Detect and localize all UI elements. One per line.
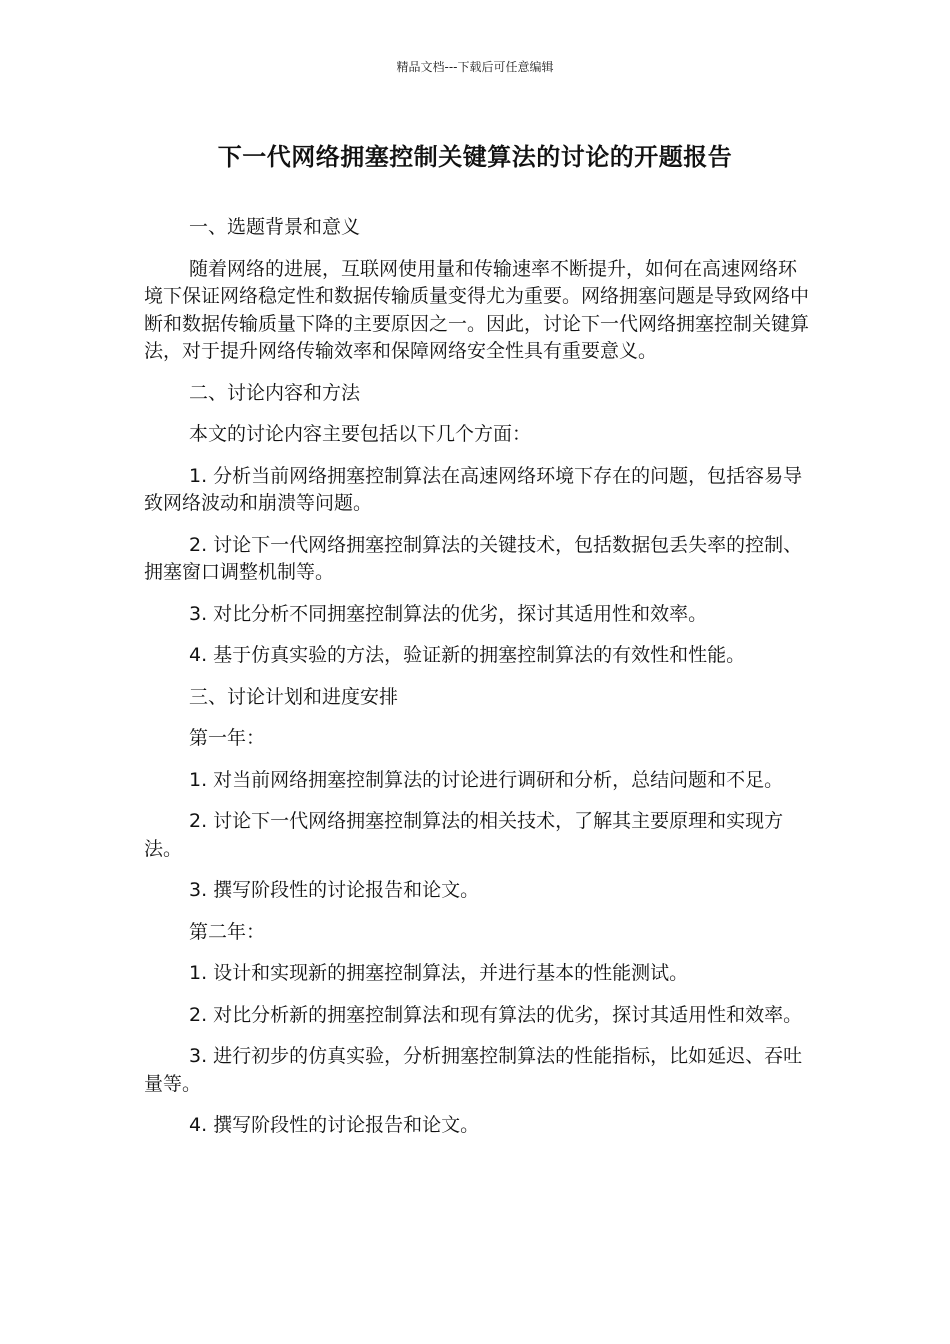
section-heading-background: 一、选题背景和意义 bbox=[189, 216, 361, 238]
document-title: 下一代网络拥塞控制关键算法的讨论的开题报告 bbox=[217, 143, 733, 171]
paragraph-background: 随着网络的进展，互联网使用量和传输速率不断提升，如何在高速网络环境下保证网络稳定性和数据传输质量变得尤为重要。网络拥塞问题是导致网络中断和数据传输质量下降的主要原因之一。因此，讨论下一代网络拥塞控制关键算法，对于提升网络传输效率和保障网络安全性具有重要意义。 bbox=[144, 257, 810, 362]
list-item-content-2: 2. 讨论下一代网络拥塞控制算法的关键技术，包括数据包丢失率的控制、拥塞窗口调整机制等。 bbox=[144, 533, 803, 583]
list-item-year-two-2: 2. 对比分析新的拥塞控制算法和现有算法的优劣，探讨其适用性和效率。 bbox=[189, 1003, 803, 1026]
list-item-year-one-1: 1. 对当前网络拥塞控制算法的讨论进行调研和分析，总结问题和不足。 bbox=[189, 768, 784, 791]
section-heading-content: 二、讨论内容和方法 bbox=[189, 381, 361, 404]
subheading-year-one: 第一年： bbox=[189, 727, 266, 749]
section-heading-plan: 三、讨论计划和进度安排 bbox=[189, 685, 399, 708]
list-item-content-1: 1. 分析当前网络拥塞控制算法在高速网络环境下存在的问题，包括容易导致网络波动和崩溃等问题。 bbox=[144, 464, 803, 514]
list-item-year-two-1: 1. 设计和实现新的拥塞控制算法，并进行基本的性能测试。 bbox=[189, 962, 689, 984]
list-item-content-4: 4. 基于仿真实验的方法，验证新的拥塞控制算法的有效性和性能。 bbox=[189, 644, 746, 666]
subheading-year-two: 第二年： bbox=[189, 920, 266, 943]
document-body bbox=[144, 214, 809, 1154]
paragraph-content-intro: 本文的讨论内容主要包括以下几个方面： bbox=[189, 423, 532, 445]
list-item-year-two-4: 4. 撰写阶段性的讨论报告和论文。 bbox=[189, 1114, 480, 1136]
list-item-year-one-3: 3. 撰写阶段性的讨论报告和论文。 bbox=[189, 879, 480, 901]
header-note: 精品文档---下载后可任意编辑 bbox=[396, 60, 554, 74]
list-item-year-two-3: 3. 进行初步的仿真实验，分析拥塞控制算法的性能指标，比如延迟、吞吐量等。 bbox=[144, 1045, 803, 1095]
list-item-content-3: 3. 对比分析不同拥塞控制算法的优劣，探讨其适用性和效率。 bbox=[189, 602, 708, 625]
list-item-year-one-2: 2. 讨论下一代网络拥塞控制算法的相关技术，了解其主要原理和实现方法。 bbox=[144, 810, 784, 860]
